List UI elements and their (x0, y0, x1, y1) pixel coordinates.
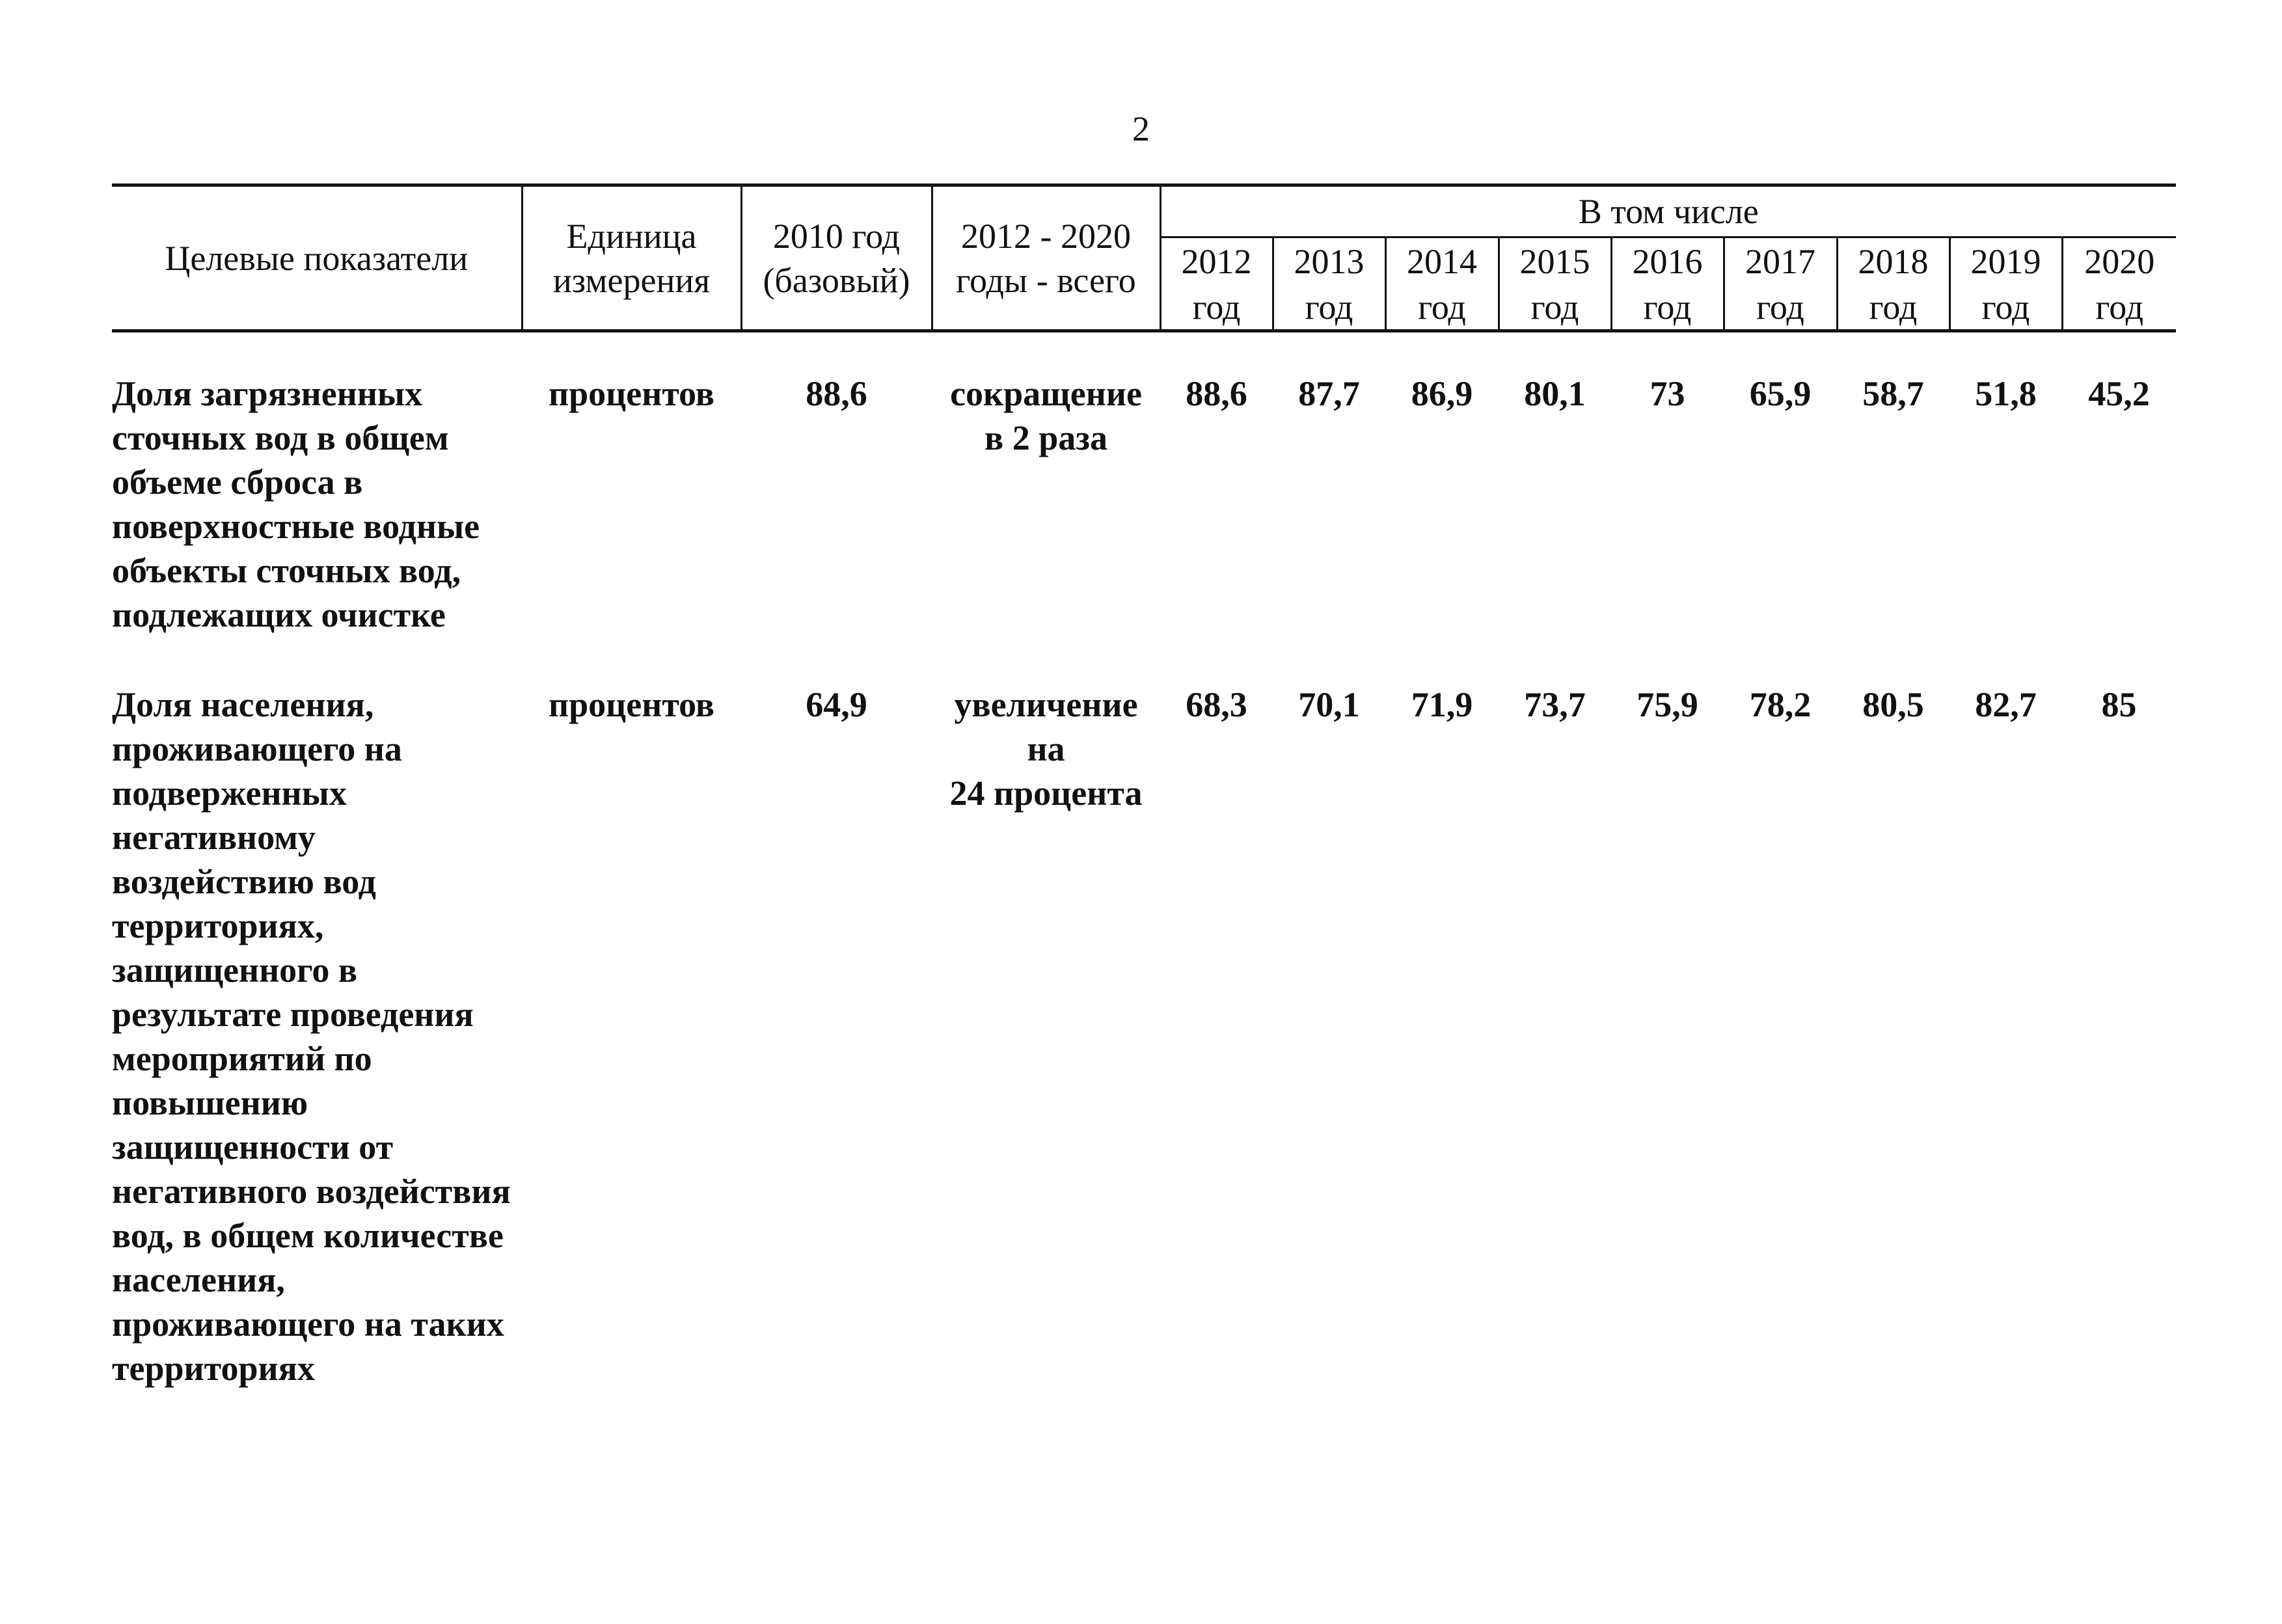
year-value-cell: 70,1 (1298, 685, 1360, 724)
year-value-cell: 73 (1650, 374, 1685, 413)
total-cell (932, 372, 1160, 637)
total-line: сокращение (950, 374, 1142, 413)
header-year-suffix: год (1499, 285, 1611, 331)
year-value-cell: 51,8 (1975, 374, 2037, 413)
header-including: В том числе (1160, 185, 2176, 237)
total-line: в 2 раза (985, 418, 1107, 457)
page-number: 2 (1132, 109, 1150, 148)
header-year-suffix: год (1385, 285, 1499, 331)
header-year: 2013 (1273, 237, 1385, 286)
year-value-cell: 85 (2101, 685, 2137, 724)
header-year-suffix: год (1160, 285, 1273, 331)
spacer-row (112, 331, 2176, 372)
year-value-cell: 88,6 (1186, 374, 1247, 413)
header-year-suffix: год (1611, 285, 1724, 331)
header-year: 2018 (1837, 237, 1949, 286)
header-year-suffix: год (1837, 285, 1949, 331)
total-line: 24 процента (949, 774, 1143, 813)
header-year-suffix: год (2062, 285, 2176, 331)
header-year: 2019 (1949, 237, 2062, 286)
year-value-cell: 82,7 (1975, 685, 2037, 724)
year-value-cell: 80,1 (1524, 374, 1586, 413)
year-value-cell: 65,9 (1749, 374, 1812, 413)
header-year-suffix: год (1273, 285, 1385, 331)
unit-cell: процентов (549, 685, 714, 724)
table-row (112, 372, 2176, 637)
unit-cell: процентов (549, 374, 714, 413)
header-row-top (112, 185, 2176, 237)
total-cell (932, 683, 1160, 1390)
indicator-name: Доля загрязненных сточных вод в общем объеме сброса в поверхностные водные объекты сточных вод, подлежащих очистке (112, 374, 480, 634)
header-year-suffix: год (1949, 285, 2062, 331)
header-year: 2017 (1724, 237, 1837, 286)
spacer-row (112, 637, 2176, 683)
year-value-cell: 45,2 (2088, 374, 2150, 413)
indicator-name: Доля населения, проживающего на подверженных негативному воздействию вод территориях, защищенного в результате проведения мероприятий по повышению защищенности от негативного воздействия вод, в общем количестве населения, проживающего на таких территориях (112, 685, 511, 1388)
header-unit: Единица измерения (522, 185, 741, 331)
header-year: 2016 (1611, 237, 1724, 286)
year-value-cell: 78,2 (1749, 685, 1812, 724)
total-line: на (1027, 729, 1065, 768)
year-value-cell: 71,9 (1411, 685, 1473, 724)
header-indicator: Целевые показатели (112, 185, 522, 331)
table-row (112, 683, 2176, 1390)
base-value-cell: 64,9 (806, 685, 867, 724)
year-value-cell: 87,7 (1298, 374, 1360, 413)
base-value-cell: 88,6 (806, 374, 867, 413)
year-value-cell: 75,9 (1637, 685, 1698, 724)
year-value-cell: 73,7 (1524, 685, 1586, 724)
target-indicators-table (112, 183, 2176, 1390)
header-year: 2020 (2062, 237, 2176, 286)
header-year: 2015 (1499, 237, 1611, 286)
header-year: 2014 (1385, 237, 1499, 286)
total-line: увеличение (954, 685, 1138, 724)
year-value-cell: 58,7 (1862, 374, 1924, 413)
header-base-year: 2010 год (базовый) (741, 185, 932, 331)
header-total: 2012 - 2020 годы - всего (932, 185, 1160, 331)
year-value-cell: 86,9 (1411, 374, 1473, 413)
year-value-cell: 68,3 (1186, 685, 1247, 724)
year-value-cell: 80,5 (1862, 685, 1924, 724)
header-year-suffix: год (1724, 285, 1837, 331)
header-year: 2012 (1160, 237, 1273, 286)
